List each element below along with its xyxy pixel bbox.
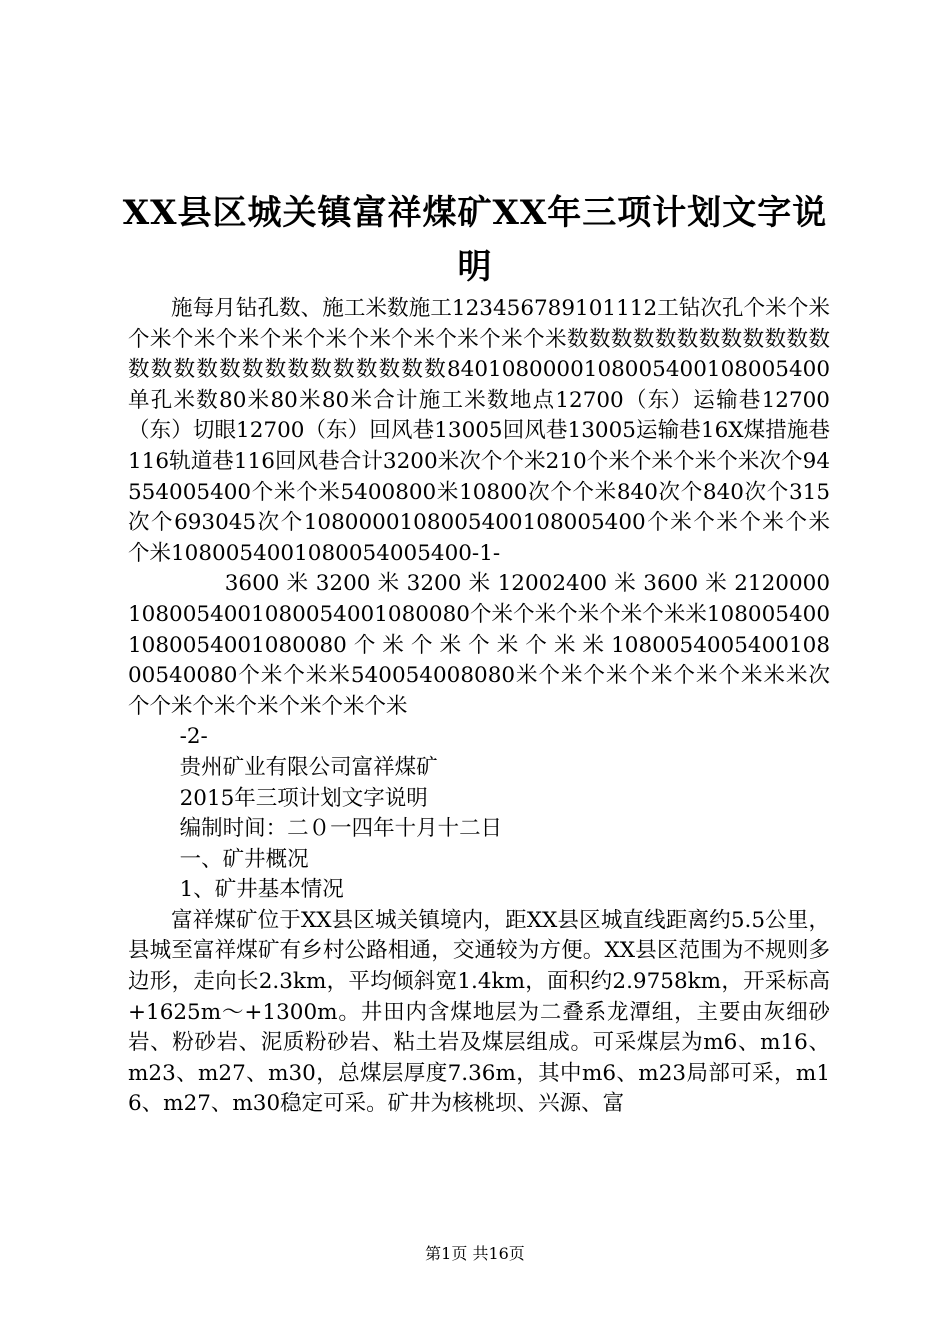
document-subtitle: 2015年三项计划文字说明 — [179, 785, 428, 811]
table-text-block-2: 3600 米 3200 米 3200 米 12002400 米 3600 米 212000010800540010800540010800​80个米个米个米个米个米米108005400108005400108008​0 个 米 个 米 个 米 个 米 米 1080054005400108005400​80个米个米米540054008080米个米个米个米个米个米米米次个个米个米个米个米个米个米 — [128, 571, 830, 719]
document-title: XX县区城关镇富祥煤矿XX年三项计划文字说明 — [122, 193, 828, 287]
company-name: 贵州矿业有限公司富祥煤矿 — [179, 754, 438, 780]
page-footer: 第1页 共16页 — [425, 1244, 525, 1263]
document-body — [128, 294, 830, 1120]
section-heading: 一、矿井概况 — [179, 846, 309, 872]
subsection-heading: 1、矿井基本情况 — [179, 877, 344, 903]
table-text-block-1: 施每月钻孔数、施工米数施工123456789101112工钻次孔个米个米个米个米个米个米个米个米个米个米个米个米数数数数数数数数数数数数数数数数数数数数数数数数数数840108000010800540010800540​0单孔米数80米80米80米合计施工米数地点12700（东）运输巷12700（东）切眼12700（东）回风巷13005回风巷13005运输巷16X煤措施巷116轨道巷116回风巷合计3200米次个个米210个米个米个米个米次个94554005400个米个米5400800米10800次个个米840次个840次个315次个693045次个1080000108005400108005400个米个米个米个米个米10800540010800540054​00-1- — [128, 296, 830, 566]
body-paragraph: 富祥煤矿位于XX县区城关镇境内，距XX县区城直线距离约5.5公里，县城至富祥煤矿有乡村公路相通，交通较为方便。XX县区范围为不规则多边形，走向长2.3km，平均倾斜宽1.4km，面积约2.9758km，开采标高+1625m～+1300m。井田内含煤地层为二叠系龙潭组，主要由灰细砂岩、粉砂岩、泥质粉砂岩、粘土岩及煤层组成。可采煤层为m6、m16、m23、m27、m30，总煤层厚度7.36m，其中m6、m23局部可采，m16、m27、m30稳定可采。矿井为核桃坝、兴源、富 — [128, 907, 830, 1117]
compile-date: 编制时间：二０一四年十月十二日 — [179, 816, 503, 842]
page-marker: -2- — [179, 724, 208, 750]
